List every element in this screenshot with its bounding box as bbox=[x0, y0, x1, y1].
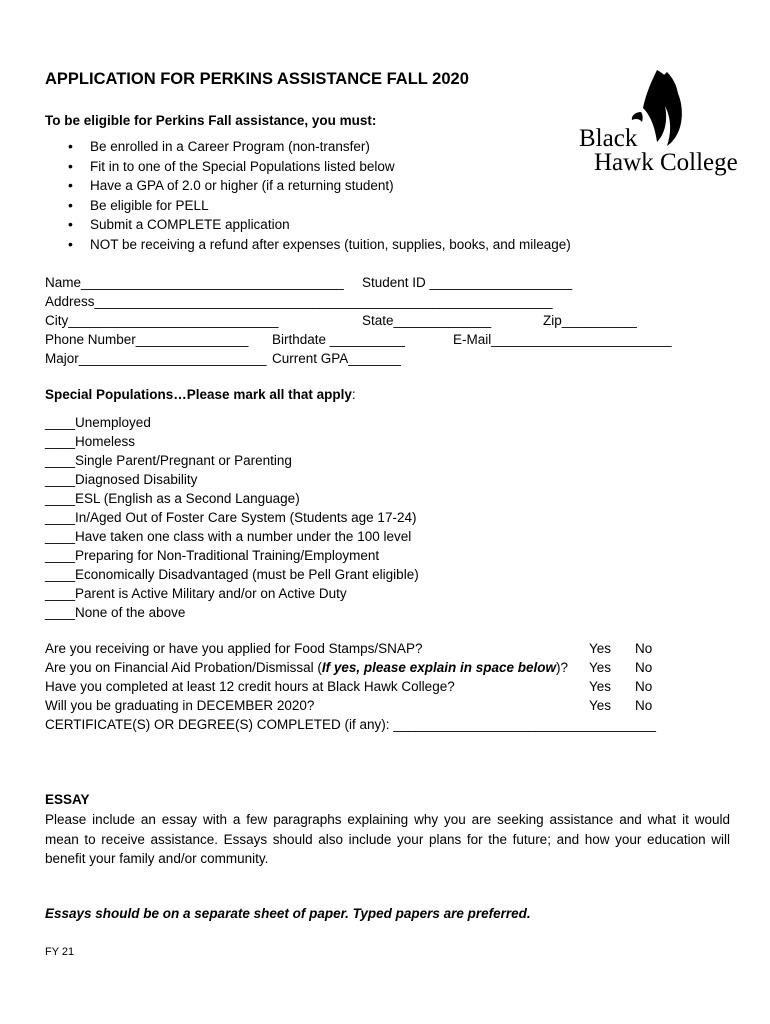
question-probation-a: Are you on Financial Aid Probation/Dismissal ( bbox=[45, 660, 322, 675]
no-option[interactable]: No bbox=[635, 698, 653, 713]
population-option[interactable]: ____None of the above bbox=[45, 605, 186, 620]
city-field[interactable]: City____________________________ bbox=[45, 313, 279, 328]
list-item: • Be enrolled in a Career Program (non-transfer) bbox=[68, 137, 571, 157]
population-option[interactable]: ____Unemployed bbox=[45, 415, 151, 430]
population-option[interactable]: ____In/Aged Out of Foster Care System (Students age 17-24) bbox=[45, 510, 417, 525]
list-item: • Be eligible for PELL bbox=[68, 196, 571, 216]
list-item: • Have a GPA of 2.0 or higher (if a returning student) bbox=[68, 176, 571, 196]
birthdate-field[interactable]: Birthdate __________ bbox=[272, 332, 405, 347]
no-option[interactable]: No bbox=[635, 641, 653, 656]
essay-heading: ESSAY bbox=[45, 792, 90, 807]
question-credit-hours: Have you completed at least 12 credit hours at Black Hawk College? bbox=[45, 679, 455, 694]
eligibility-heading: To be eligible for Perkins Fall assistance, you must: bbox=[45, 113, 377, 128]
population-option[interactable]: ____Diagnosed Disability bbox=[45, 472, 198, 487]
special-populations-list bbox=[45, 413, 419, 622]
special-populations-heading-colon: : bbox=[351, 387, 356, 402]
population-option[interactable]: ____Have taken one class with a number under the 100 level bbox=[45, 529, 412, 544]
address-field[interactable]: Address_____________________________________________________________ bbox=[45, 294, 553, 309]
question-snap: Are you receiving or have you applied for Food Stamps/SNAP? bbox=[45, 641, 423, 656]
population-option[interactable]: ____Preparing for Non-Traditional Training/Employment bbox=[45, 548, 380, 563]
phone-field[interactable]: Phone Number_______________ bbox=[45, 332, 249, 347]
special-populations-heading bbox=[45, 387, 356, 402]
question-probation bbox=[45, 660, 568, 675]
question-probation-emphasis: If yes, please explain in space below bbox=[321, 660, 556, 675]
yes-option[interactable]: Yes bbox=[589, 660, 612, 675]
population-option[interactable]: ____ESL (English as a Second Language) bbox=[45, 491, 300, 506]
zip-field[interactable]: Zip__________ bbox=[543, 313, 637, 328]
logo-line2: Hawk College bbox=[594, 149, 738, 176]
population-option[interactable]: ____Homeless bbox=[45, 434, 136, 449]
yes-option[interactable]: Yes bbox=[589, 698, 612, 713]
question-graduating: Will you be graduating in DECEMBER 2020? bbox=[45, 698, 315, 713]
certificate-field[interactable]: CERTIFICATE(S) OR DEGREE(S) COMPLETED (if any): ___________________________________ bbox=[45, 717, 657, 732]
list-item: • Fit in to one of the Special Populations listed below bbox=[68, 157, 571, 177]
essay-note: Essays should be on a separate sheet of paper. Typed papers are preferred. bbox=[45, 906, 531, 921]
population-option[interactable]: ____Parent is Active Military and/or on Active Duty bbox=[45, 586, 347, 601]
special-populations-heading-text: Special Populations…Please mark all that apply bbox=[45, 387, 352, 402]
page-title: APPLICATION FOR PERKINS ASSISTANCE FALL 2020 bbox=[45, 70, 469, 88]
state-field[interactable]: State_____________ bbox=[362, 313, 492, 328]
student-id-field[interactable]: Student ID ___________________ bbox=[362, 275, 573, 290]
name-field[interactable]: Name___________________________________ bbox=[45, 275, 344, 290]
no-option[interactable]: No bbox=[635, 679, 653, 694]
yes-option[interactable]: Yes bbox=[589, 679, 612, 694]
list-item: • Submit a COMPLETE application bbox=[68, 215, 571, 235]
gpa-field[interactable]: Current GPA_______ bbox=[272, 351, 401, 366]
black-hawk-college-logo bbox=[575, 68, 740, 183]
list-item: • NOT be receiving a refund after expenses (tuition, supplies, books, and mileage) bbox=[68, 235, 571, 255]
population-option[interactable]: ____Economically Disadvantaged (must be Pell Grant eligible) bbox=[45, 567, 419, 582]
footer-code: FY 21 bbox=[45, 946, 75, 958]
no-option[interactable]: No bbox=[635, 660, 653, 675]
population-option[interactable]: ____Single Parent/Pregnant or Parenting bbox=[45, 453, 292, 468]
question-probation-c: )? bbox=[556, 660, 569, 675]
yes-option[interactable]: Yes bbox=[589, 641, 612, 656]
logo-line1: Black bbox=[579, 125, 638, 152]
major-field[interactable]: Major_________________________ bbox=[45, 351, 267, 366]
requirements-list bbox=[68, 137, 571, 255]
essay-instructions: Please include an essay with a few paragraphs explaining why you are seeking assistance and what it would mean to receive assistance. Essays should also include your plans for the future; and how your education will benefit your family and/or community. bbox=[45, 812, 730, 866]
email-field[interactable]: E-Mail________________________ bbox=[453, 332, 672, 347]
